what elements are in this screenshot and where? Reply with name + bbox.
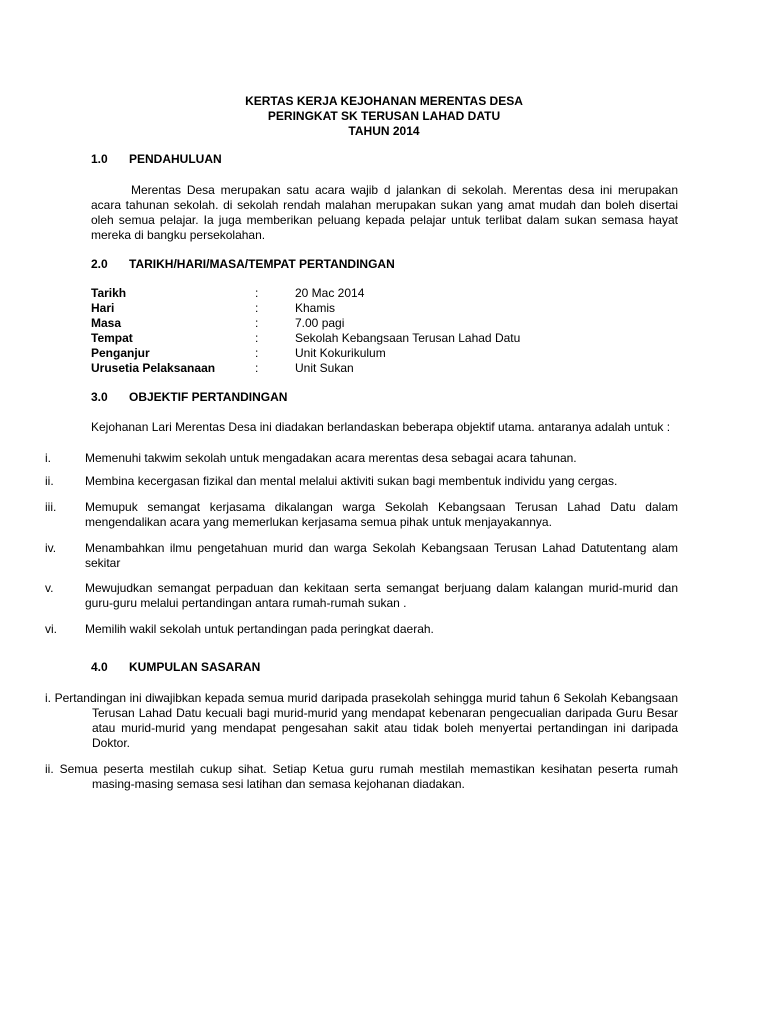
section-3-heading: [91, 390, 287, 404]
objective-item: [45, 500, 678, 530]
section-1-number: 1.0: [91, 152, 108, 166]
info-value: 7.00 pagi: [295, 316, 345, 330]
objective-item: [45, 451, 678, 466]
section-4-number: 4.0: [91, 660, 108, 674]
info-colon: :: [255, 331, 259, 345]
info-colon: :: [255, 316, 259, 330]
objective-item: [45, 541, 678, 571]
section-1-body: [91, 183, 678, 243]
objective-item: [45, 581, 678, 611]
title-line-1: KERTAS KERJA KEJOHANAN MERENTAS DESA: [245, 94, 523, 108]
section-1-title: PENDAHULUAN: [129, 152, 222, 166]
objective-text: Mewujudkan semangat perpaduan dan kekitaan serta semangat berjuang dalam kalangan murid-murid dan guru-guru melalui pertandingan antara rumah-rumah sukan .: [85, 581, 678, 610]
title-line-2: PERINGKAT SK TERUSAN LAHAD DATU: [267, 109, 501, 123]
section-4-title: KUMPULAN SASARAN: [129, 660, 261, 674]
objective-text: Memupuk semangat kerjasama dikalangan warga Sekolah Kebangsaan Terusan Lahad Datu dalam mengendalikan acara yang memerlukan kerjasama semua pihak untuk menjayakannya.: [85, 500, 678, 529]
section-2-title: TARIKH/HARI/MASA/TEMPAT PERTANDINGAN: [129, 257, 395, 271]
objective-item: [45, 474, 678, 489]
info-colon: :: [255, 346, 259, 360]
info-value: Unit Kokurikulum: [295, 346, 386, 360]
section-3-intro: Kejohanan Lari Merentas Desa ini diadakan berlandaskan beberapa objektif utama. antaranya adalah untuk :: [91, 420, 671, 434]
info-value: Sekolah Kebangsaan Terusan Lahad Datu: [295, 331, 521, 345]
info-label: Tarikh: [91, 286, 127, 300]
info-value: 20 Mac 2014: [295, 286, 365, 300]
document-title: [0, 94, 768, 139]
objective-marker: i.: [45, 451, 51, 465]
objective-text: Menambahkan ilmu pengetahuan murid dan warga Sekolah Kebangsaan Terusan Lahad Datutentang alam sekitar: [85, 541, 678, 570]
target-text: i. Pertandingan ini diwajibkan kepada semua murid daripada prasekolah sehingga murid tahun 6 Sekolah Kebangsaan Terusan Lahad Datu kecuali bagi murid-murid yang mendapat kebenaran pengecualian daripada Guru Besar atau murid-murid yang mendapat pengesahan sakit atau tidak boleh menyertai pertandingan ini daripada Doktor.: [45, 691, 678, 750]
section-3-title: OBJEKTIF PERTANDINGAN: [129, 390, 288, 404]
target-text: ii. Semua peserta mestilah cukup sihat. Setiap Ketua guru rumah mestilah memastikan kesihatan peserta rumah masing-masing semasa sesi latihan dan semasa kejohanan diadakan.: [45, 762, 678, 791]
objective-item: [45, 622, 678, 637]
objective-marker: ii.: [45, 474, 54, 488]
objective-text: Membina kecergasan fizikal dan mental melalui aktiviti sukan bagi membentuk individu yang cergas.: [85, 474, 618, 488]
section-4-heading: [91, 660, 260, 674]
section-3-number: 3.0: [91, 390, 108, 404]
section-2-heading: [91, 257, 395, 271]
objective-marker: v.: [45, 581, 54, 595]
objective-marker: vi.: [45, 622, 57, 636]
section-2-number: 2.0: [91, 257, 108, 271]
info-label: Masa: [91, 316, 122, 330]
info-value: Unit Sukan: [295, 361, 354, 375]
info-label: Penganjur: [91, 346, 150, 360]
target-item: [45, 691, 678, 751]
info-label: Urusetia Pelaksanaan: [91, 361, 216, 375]
info-colon: :: [255, 301, 259, 315]
info-label: Tempat: [91, 331, 133, 345]
objective-marker: iii.: [45, 500, 57, 514]
title-line-3: TAHUN 2014: [348, 124, 420, 138]
section-1-heading: [91, 152, 222, 166]
info-value: Khamis: [295, 301, 336, 315]
info-label: Hari: [91, 301, 115, 315]
target-item: [45, 762, 678, 792]
info-colon: :: [255, 286, 259, 300]
section-1-text: Merentas Desa merupakan satu acara wajib d jalankan di sekolah. Merentas desa ini merupakan acara tahunan sekolah. di sekolah rendah malahan merupakan sukan yang amat mudah dan boleh disertai oleh semua pelajar. Ia juga memberikan peluang kepada pelajar untuk terlibat dalam sukan semasa hayat mereka di bangku persekolahan.: [91, 183, 678, 242]
objective-marker: iv.: [45, 541, 57, 555]
info-colon: :: [255, 361, 259, 375]
objective-text: Memenuhi takwim sekolah untuk mengadakan acara merentas desa sebagai acara tahunan.: [85, 451, 577, 465]
objective-text: Memilih wakil sekolah untuk pertandingan pada peringkat daerah.: [85, 622, 434, 636]
